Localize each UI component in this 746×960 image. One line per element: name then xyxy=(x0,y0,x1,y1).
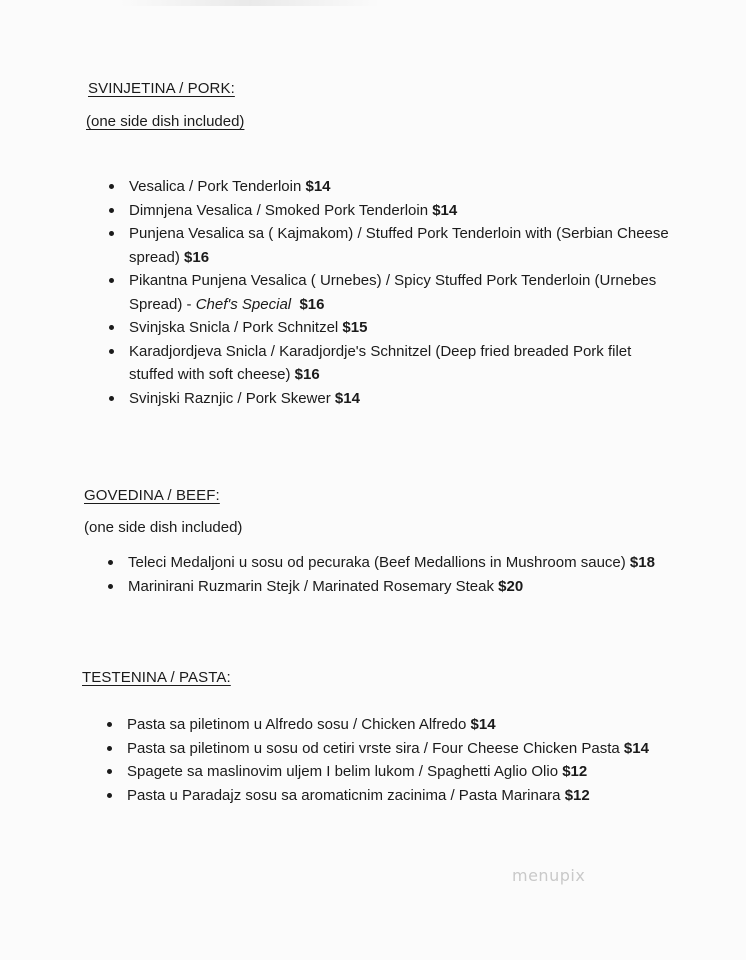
watermark: menupix xyxy=(512,866,586,885)
pasta-list xyxy=(127,713,667,807)
list-item: Svinjska Snicla / Pork Schnitzel $15 xyxy=(129,316,669,340)
bullet-icon xyxy=(109,278,114,283)
beef-list xyxy=(128,551,668,598)
bullet-icon xyxy=(109,184,114,189)
bullet-icon xyxy=(109,396,114,401)
list-item: Dimnjena Vesalica / Smoked Pork Tenderloin $14 xyxy=(129,199,669,223)
list-item: Pasta sa piletinom u Alfredo sosu / Chicken Alfredo $14 xyxy=(127,713,667,737)
top-fade xyxy=(120,0,380,6)
bullet-icon xyxy=(107,769,112,774)
list-item: Pikantna Punjena Vesalica ( Urnebes) / Spicy Stuffed Pork Tenderloin (Urnebes Spread) - Chef's Special $16 xyxy=(129,269,669,316)
pork-heading: SVINJETINA / PORK: xyxy=(88,80,235,97)
pork-list xyxy=(129,175,669,410)
list-item: Spagete sa maslinovim uljem I belim lukom / Spaghetti Aglio Olio $12 xyxy=(127,760,667,784)
list-item: Vesalica / Pork Tenderloin $14 xyxy=(129,175,669,199)
chefs-special-tag: Chef's Special xyxy=(195,295,292,313)
bullet-icon xyxy=(109,349,114,354)
list-item: Pasta u Paradajz sosu sa aromaticnim zacinima / Pasta Marinara $12 xyxy=(127,784,667,808)
list-item: Karadjordjeva Snicla / Karadjordje's Schnitzel (Deep fried breaded Pork filet stuffed with soft cheese) $16 xyxy=(129,340,669,387)
beef-heading: GOVEDINA / BEEF: xyxy=(84,487,220,504)
pork-note: (one side dish included) xyxy=(86,113,245,130)
pasta-heading: TESTENINA / PASTA: xyxy=(82,669,231,686)
bullet-icon xyxy=(108,560,113,565)
bullet-icon xyxy=(109,208,114,213)
bullet-icon xyxy=(108,584,113,589)
bullet-icon xyxy=(109,231,114,236)
list-item: Punjena Vesalica sa ( Kajmakom) / Stuffed Pork Tenderloin with (Serbian Cheese spread) $16 xyxy=(129,222,669,269)
beef-note: (one side dish included) xyxy=(84,519,243,536)
list-item: Svinjski Raznjic / Pork Skewer $14 xyxy=(129,387,669,411)
list-item: Teleci Medaljoni u sosu od pecuraka (Beef Medallions in Mushroom sauce) $18 xyxy=(128,551,668,575)
bullet-icon xyxy=(109,325,114,330)
list-item: Marinirani Ruzmarin Stejk / Marinated Rosemary Steak $20 xyxy=(128,575,668,599)
bullet-icon xyxy=(107,793,112,798)
bullet-icon xyxy=(107,746,112,751)
list-item: Pasta sa piletinom u sosu od cetiri vrste sira / Four Cheese Chicken Pasta $14 xyxy=(127,737,667,761)
bullet-icon xyxy=(107,722,112,727)
